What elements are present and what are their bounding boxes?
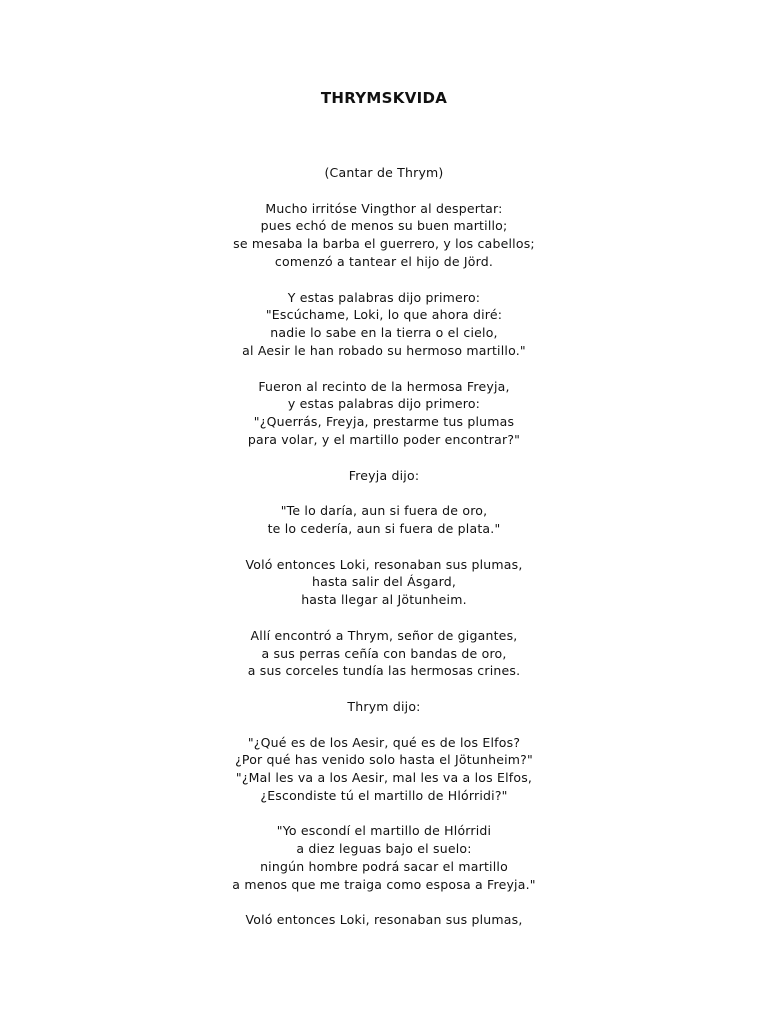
verse-line: hasta llegar al Jötunheim. [301,592,467,608]
verse-line: Voló entonces Loki, resonaban sus plumas, [245,556,523,572]
verse-line: hasta salir del Ásgard, [311,574,457,590]
verse-line: "¿Qué es de los Aesir, qué es de los Elfos? [247,734,521,750]
stanza [0,378,768,449]
verse-line: y estas palabras dijo primero: [287,396,481,412]
verse-line: "Escúchame, Loki, lo que ahora diré: [265,307,503,323]
verse-line: te lo cedería, aun si fuera de plata." [267,520,501,536]
verse-line: "Te lo daría, aun si fuera de oro, [280,503,488,519]
stanza [0,164,768,182]
verse-line: "Yo escondí el martillo de Hlórridi [276,823,492,839]
stanza [0,698,768,716]
stanza [0,200,768,271]
verse-line: ¿Por qué has venido solo hasta el Jötunheim?" [235,752,533,768]
verse-line: al Aesir le han robado su hermoso martillo." [242,342,526,358]
verse-line: a sus corceles tundía las hermosas crines. [247,663,521,679]
verse-line: a menos que me traiga como esposa a Freyja." [232,876,536,892]
verse-line: Thrym dijo: [347,698,421,714]
verse-line: Freyja dijo: [348,467,420,483]
page-title: THRYMSKVIDA [320,89,448,107]
verse-line: Allí encontró a Thrym, señor de gigantes, [250,627,518,643]
verse-line: para volar, y el martillo poder encontrar?" [247,431,521,447]
verse-line: Mucho irritóse Vingthor al despertar: [265,200,503,216]
stanza [0,467,768,485]
stanza [0,911,768,929]
stanza [0,822,768,893]
verse-line: ningún hombre podrá sacar el martillo [260,859,508,875]
verse-line: (Cantar de Thrym) [324,165,444,180]
verse-line: a sus perras ceñía con bandas de oro, [261,645,507,661]
verse-line: nadie lo sabe en la tierra o el cielo, [270,325,498,341]
stanza [0,556,768,609]
verse-line: pues echó de menos su buen martillo; [260,218,508,234]
verse-line: a diez leguas bajo el suelo: [296,841,472,857]
verse-line: "¿Mal les va a los Aesir, mal les va a los Elfos, [235,770,533,786]
verse-line: Y estas palabras dijo primero: [287,289,481,305]
stanza [0,734,768,805]
verse-line: se mesaba la barba el guerrero, y los cabellos; [233,236,535,252]
verse-line: Voló entonces Loki, resonaban sus plumas, [245,912,523,928]
verse-line: "¿Querrás, Freyja, prestarme tus plumas [253,414,515,430]
verse-line: ¿Escondiste tú el martillo de Hlórridi?" [260,787,508,803]
verse-line: Fueron al recinto de la hermosa Freyja, [258,378,510,394]
stanza [0,627,768,680]
verse-line: comenzó a tantear el hijo de Jörd. [274,253,494,269]
stanza [0,289,768,360]
poem-body [0,164,768,947]
stanza [0,502,768,538]
